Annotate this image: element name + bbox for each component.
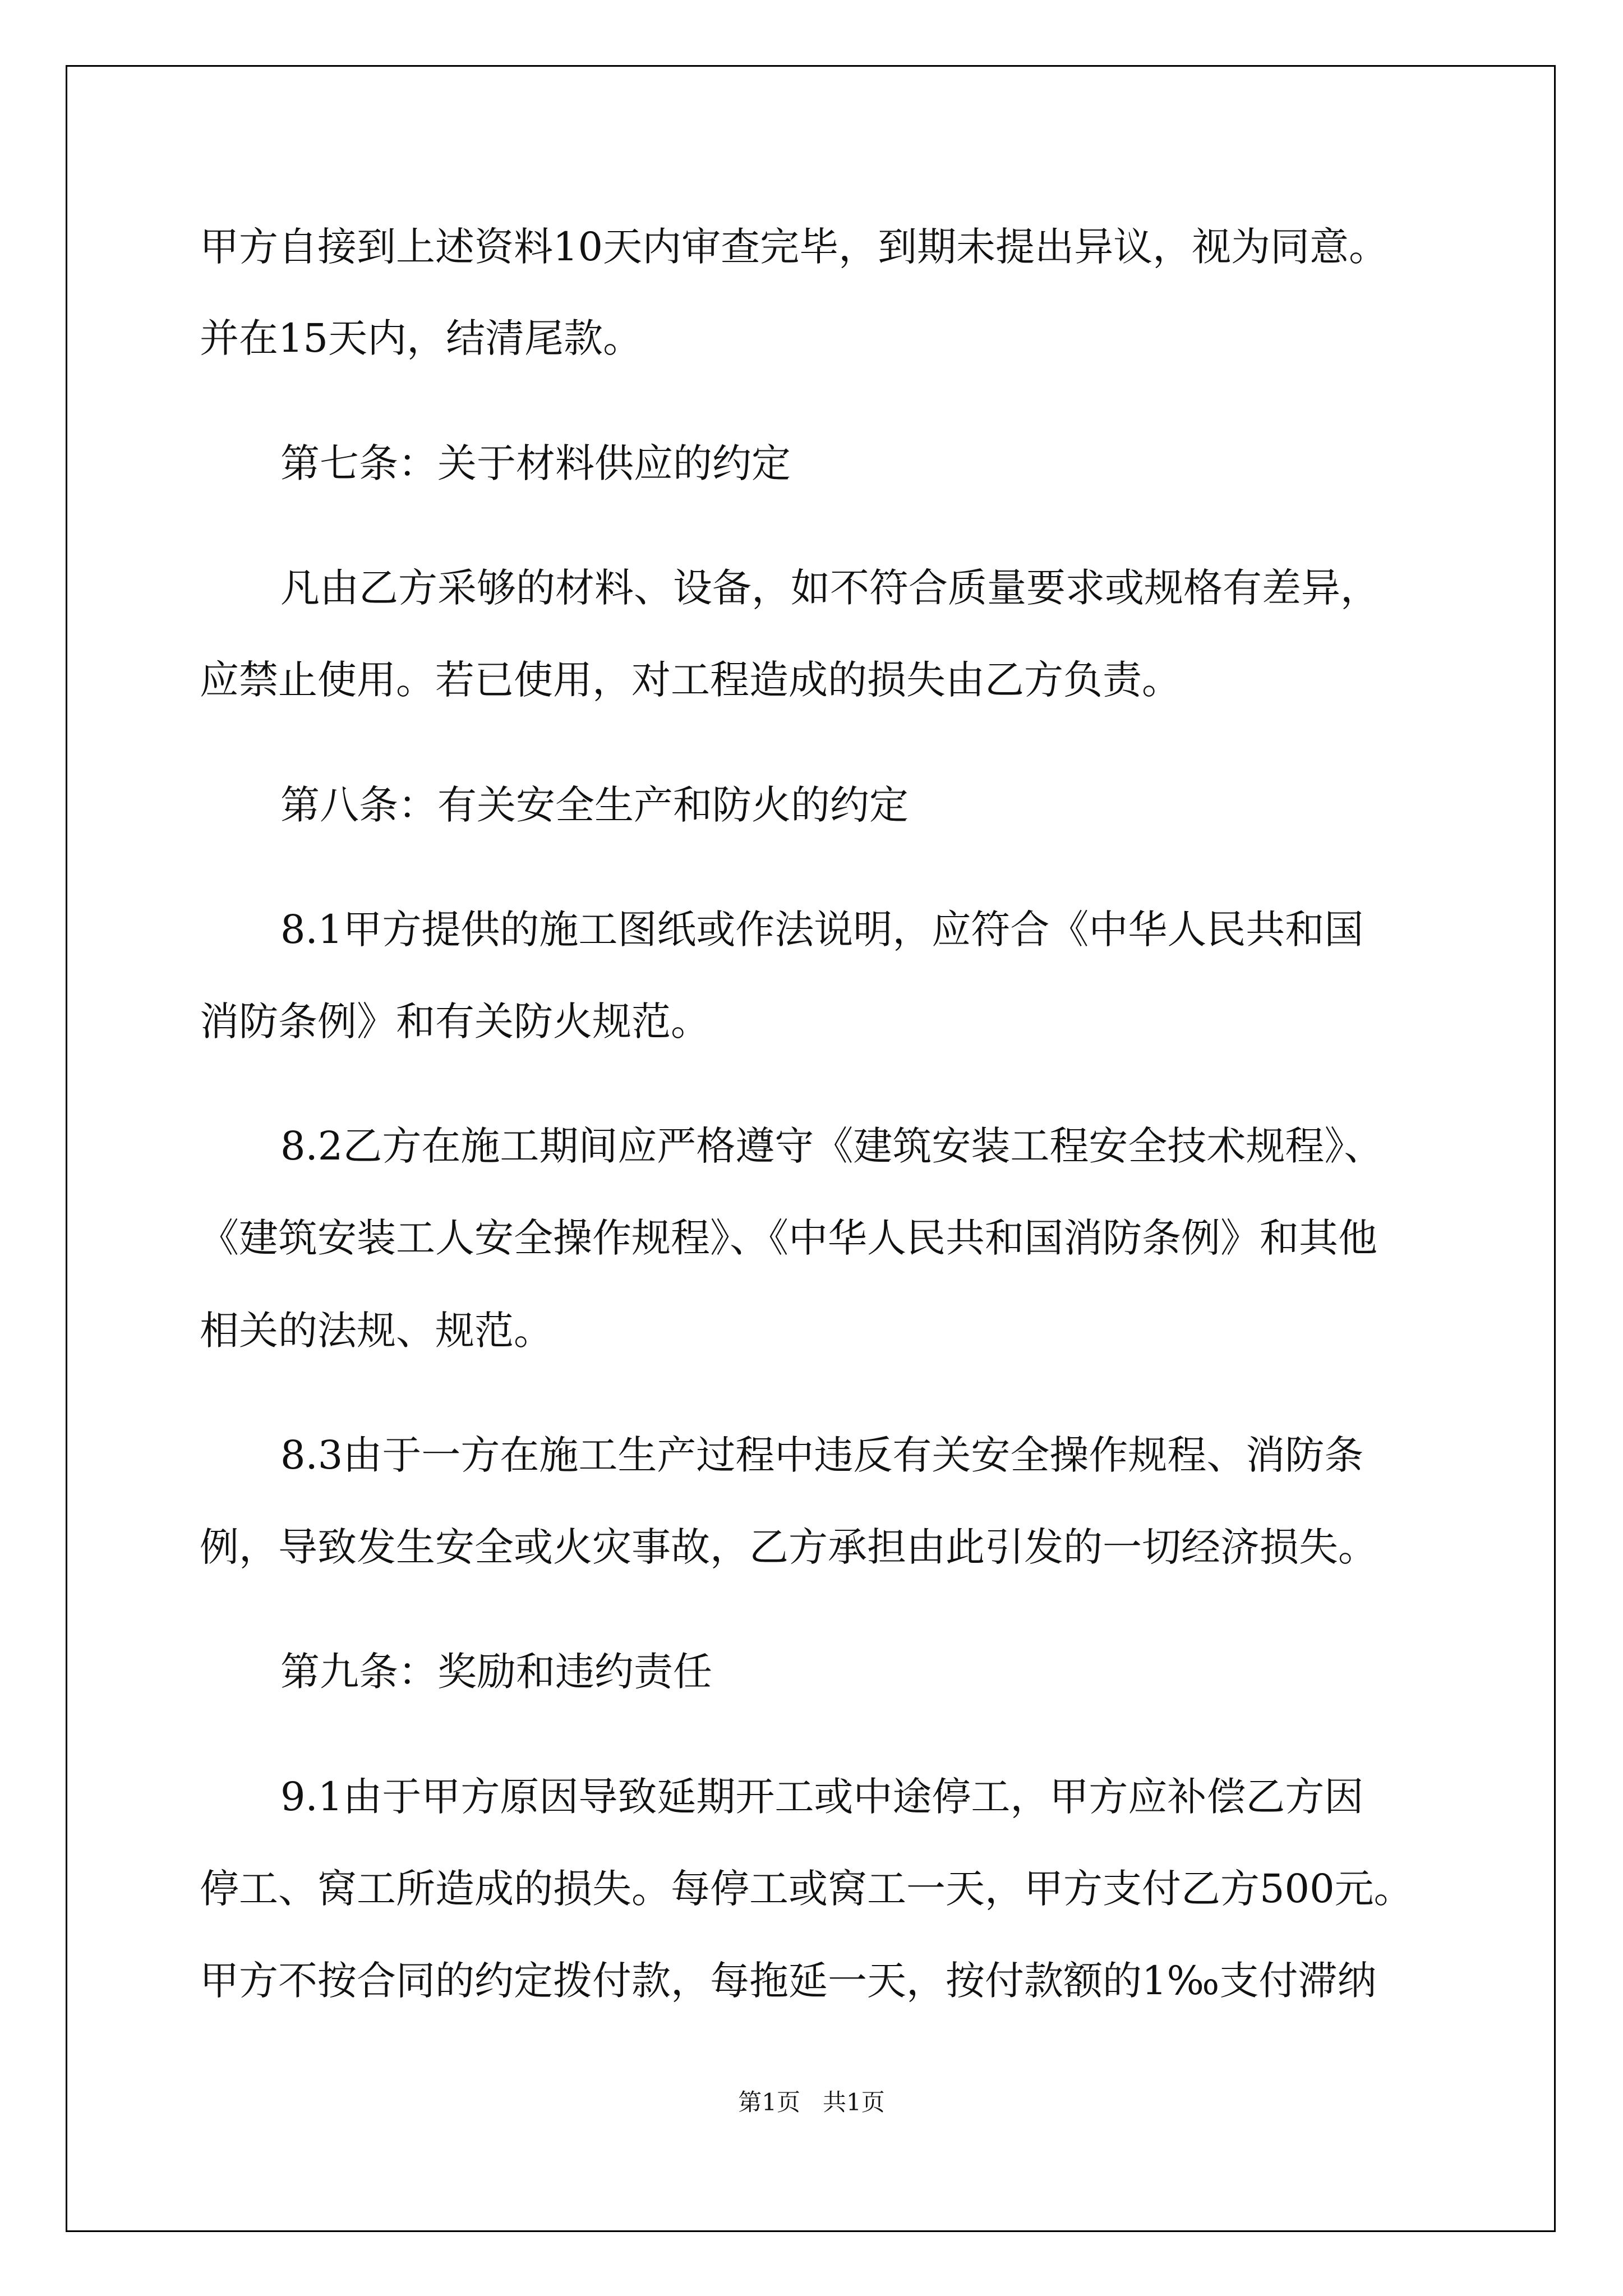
text-line: 8.2乙方在施工期间应严格遵守《建筑安装工程安全技术规程》、: [280, 1123, 1384, 1169]
text-line: 甲方自接到上述资料10天内审查完毕，到期未提出异议，视为同意。: [200, 224, 1389, 270]
text-line: 《建筑安装工人安全操作规程》、《中华人民共和国消防条例》和其他: [200, 1215, 1377, 1261]
text-line: 8.3由于一方在施工生产过程中违反有关安全操作规程、消防条: [280, 1432, 1364, 1478]
text-line: 例，导致发生安全或火灾事故，乙方承担由此引发的一切经济损失。: [200, 1524, 1377, 1570]
text-line: 8.1甲方提供的施工图纸或作法说明，应符合《中华人民共和国: [280, 907, 1364, 953]
section-heading: 第七条：关于材料供应的约定: [280, 440, 791, 486]
text-line: 相关的法规、规范。: [200, 1308, 553, 1354]
text-line: 应禁止使用。若已使用，对工程造成的损失由乙方负责。: [200, 657, 1181, 703]
text-line: 甲方不按合同的约定拨付款，每拖延一天，按付款额的1‰支付滞纳: [200, 1958, 1377, 2004]
text-line: 消防条例》和有关防火规范。: [200, 999, 710, 1045]
page-footer: 第1页 共1页: [738, 2088, 885, 2116]
text-line: 停工、窝工所造成的损失。每停工或窝工一天，甲方支付乙方500元。: [200, 1866, 1413, 1912]
text-line: 并在15天内，结清尾款。: [200, 315, 643, 361]
section-heading: 第八条：有关安全生产和防火的约定: [280, 782, 909, 828]
text-line: 凡由乙方采够的材料、设备，如不符合质量要求或规格有差异，: [280, 565, 1380, 611]
text-line: 9.1由于甲方原因导致延期开工或中途停工，甲方应补偿乙方因: [280, 1774, 1364, 1820]
section-heading: 第九条：奖励和违约责任: [280, 1649, 712, 1695]
